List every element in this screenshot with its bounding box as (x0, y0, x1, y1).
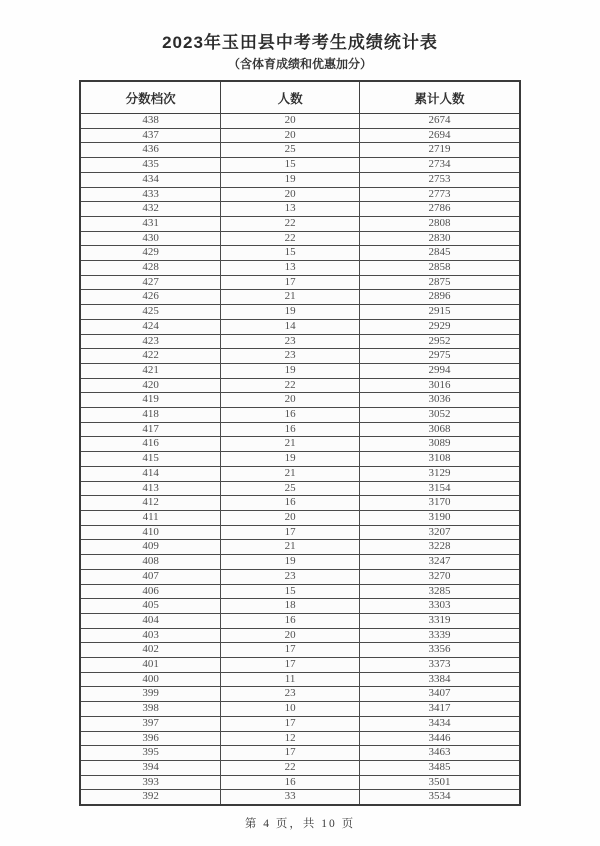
table-cell: 16 (221, 775, 360, 790)
table-cell: 21 (221, 466, 360, 481)
table-cell: 17 (221, 643, 360, 658)
table-cell: 22 (221, 378, 360, 393)
table-cell: 3190 (359, 510, 520, 525)
page-title: 2023年玉田县中考考生成绩统计表 (162, 33, 438, 52)
table-cell: 2786 (359, 202, 520, 217)
header-cumulative-count: 累计人数 (359, 81, 520, 114)
table-cell: 17 (221, 746, 360, 761)
table-row (80, 496, 520, 511)
table-cell: 402 (80, 643, 221, 658)
table-cell: 2845 (359, 246, 520, 261)
table-cell: 19 (221, 305, 360, 320)
table-cell: 2773 (359, 187, 520, 202)
table-cell: 20 (221, 393, 360, 408)
table-cell: 417 (80, 422, 221, 437)
table-cell: 395 (80, 746, 221, 761)
table-cell: 420 (80, 378, 221, 393)
table-cell: 17 (221, 716, 360, 731)
table-cell: 397 (80, 716, 221, 731)
table-cell: 10 (221, 702, 360, 717)
table-row (80, 731, 520, 746)
table-row (80, 319, 520, 334)
table-cell: 421 (80, 363, 221, 378)
table-row (80, 658, 520, 673)
table-header-row (80, 81, 520, 114)
table-cell: 409 (80, 540, 221, 555)
table-cell: 3285 (359, 584, 520, 599)
table-cell: 418 (80, 408, 221, 423)
table-cell: 3446 (359, 731, 520, 746)
table-row (80, 702, 520, 717)
table-cell: 401 (80, 658, 221, 673)
page-number: 第 4 页，共 10 页 (244, 818, 356, 831)
table-cell: 17 (221, 275, 360, 290)
table-cell: 20 (221, 628, 360, 643)
table-cell: 2875 (359, 275, 520, 290)
table-cell: 396 (80, 731, 221, 746)
table-cell: 17 (221, 658, 360, 673)
table-cell: 406 (80, 584, 221, 599)
table-cell: 400 (80, 672, 221, 687)
table-cell: 426 (80, 290, 221, 305)
table-row (80, 466, 520, 481)
table-row (80, 349, 520, 364)
table-cell: 3303 (359, 599, 520, 614)
table-row (80, 187, 520, 202)
table-cell: 3407 (359, 687, 520, 702)
table-cell: 429 (80, 246, 221, 261)
header-count: 人数 (221, 81, 360, 114)
table-cell: 19 (221, 363, 360, 378)
table-cell: 430 (80, 231, 221, 246)
table-row (80, 584, 520, 599)
table-cell: 405 (80, 599, 221, 614)
table-row (80, 275, 520, 290)
table-cell: 3068 (359, 422, 520, 437)
table-row (80, 114, 520, 129)
table-row (80, 231, 520, 246)
table-row (80, 628, 520, 643)
table-cell: 403 (80, 628, 221, 643)
table-cell: 2915 (359, 305, 520, 320)
table-cell: 398 (80, 702, 221, 717)
table-cell: 2929 (359, 319, 520, 334)
table-cell: 2858 (359, 261, 520, 276)
table-cell: 3036 (359, 393, 520, 408)
table-cell: 3417 (359, 702, 520, 717)
table-cell: 3108 (359, 452, 520, 467)
table-cell: 3170 (359, 496, 520, 511)
table-cell: 422 (80, 349, 221, 364)
table-body (80, 114, 520, 806)
table-cell: 399 (80, 687, 221, 702)
table-cell: 2808 (359, 216, 520, 231)
table-cell: 2975 (359, 349, 520, 364)
table-row (80, 569, 520, 584)
table-cell: 15 (221, 246, 360, 261)
table-row (80, 437, 520, 452)
table-cell: 3485 (359, 760, 520, 775)
table-row (80, 643, 520, 658)
table-row (80, 261, 520, 276)
table-cell: 2719 (359, 143, 520, 158)
table-cell: 20 (221, 114, 360, 129)
table-cell: 3270 (359, 569, 520, 584)
table-cell: 20 (221, 510, 360, 525)
table-cell: 2753 (359, 172, 520, 187)
table-cell: 392 (80, 790, 221, 805)
table-cell: 434 (80, 172, 221, 187)
table-cell: 23 (221, 687, 360, 702)
table-cell: 3228 (359, 540, 520, 555)
table-row (80, 452, 520, 467)
table-cell: 432 (80, 202, 221, 217)
table-cell: 22 (221, 231, 360, 246)
table-row (80, 202, 520, 217)
table-cell: 436 (80, 143, 221, 158)
table-cell: 413 (80, 481, 221, 496)
table-row (80, 790, 520, 805)
table-row (80, 305, 520, 320)
table-cell: 428 (80, 261, 221, 276)
table-row (80, 687, 520, 702)
table-row (80, 422, 520, 437)
table-cell: 431 (80, 216, 221, 231)
table-row (80, 525, 520, 540)
table-cell: 21 (221, 437, 360, 452)
table-cell: 3384 (359, 672, 520, 687)
table-cell: 2674 (359, 114, 520, 129)
table-row (80, 481, 520, 496)
table-cell: 404 (80, 613, 221, 628)
table-cell: 3089 (359, 437, 520, 452)
table-cell: 3207 (359, 525, 520, 540)
table-cell: 15 (221, 158, 360, 173)
table-cell: 419 (80, 393, 221, 408)
table-row (80, 393, 520, 408)
table-row (80, 172, 520, 187)
table-cell: 3052 (359, 408, 520, 423)
table-row (80, 555, 520, 570)
table-cell: 414 (80, 466, 221, 481)
table-cell: 16 (221, 422, 360, 437)
table-cell: 3247 (359, 555, 520, 570)
table-cell: 410 (80, 525, 221, 540)
table-cell: 393 (80, 775, 221, 790)
table-cell: 412 (80, 496, 221, 511)
table-row (80, 510, 520, 525)
table-row (80, 216, 520, 231)
table-row (80, 378, 520, 393)
table-cell: 16 (221, 496, 360, 511)
table-cell: 3154 (359, 481, 520, 496)
table-cell: 13 (221, 261, 360, 276)
table-cell: 2896 (359, 290, 520, 305)
table-cell: 407 (80, 569, 221, 584)
table-cell: 2734 (359, 158, 520, 173)
table-cell: 21 (221, 290, 360, 305)
table-cell: 3016 (359, 378, 520, 393)
table-cell: 3463 (359, 746, 520, 761)
table-cell: 17 (221, 525, 360, 540)
table-cell: 3534 (359, 790, 520, 805)
table-cell: 12 (221, 731, 360, 746)
table-cell: 3501 (359, 775, 520, 790)
table-cell: 424 (80, 319, 221, 334)
table-cell: 23 (221, 569, 360, 584)
table-cell: 3319 (359, 613, 520, 628)
table-cell: 16 (221, 408, 360, 423)
table-row (80, 143, 520, 158)
table-cell: 13 (221, 202, 360, 217)
table-cell: 23 (221, 349, 360, 364)
table-cell: 3434 (359, 716, 520, 731)
table-cell: 2952 (359, 334, 520, 349)
table-row (80, 408, 520, 423)
table-cell: 2694 (359, 128, 520, 143)
table-row (80, 746, 520, 761)
table-cell: 19 (221, 172, 360, 187)
table-row (80, 775, 520, 790)
table-cell: 25 (221, 481, 360, 496)
table-row (80, 672, 520, 687)
table-cell: 33 (221, 790, 360, 805)
table-cell: 20 (221, 187, 360, 202)
table-cell: 425 (80, 305, 221, 320)
table-cell: 2994 (359, 363, 520, 378)
table-cell: 21 (221, 540, 360, 555)
table-cell: 18 (221, 599, 360, 614)
table-cell: 19 (221, 452, 360, 467)
table-cell: 411 (80, 510, 221, 525)
table-cell: 415 (80, 452, 221, 467)
page-subtitle: （含体育成绩和优惠加分） (227, 57, 372, 71)
table-cell: 433 (80, 187, 221, 202)
table-cell: 438 (80, 114, 221, 129)
table-cell: 408 (80, 555, 221, 570)
table-cell: 16 (221, 613, 360, 628)
table-cell: 427 (80, 275, 221, 290)
table-row (80, 246, 520, 261)
table-row (80, 158, 520, 173)
table-cell: 11 (221, 672, 360, 687)
table-row (80, 716, 520, 731)
table-cell: 437 (80, 128, 221, 143)
table-cell: 435 (80, 158, 221, 173)
table-cell: 3129 (359, 466, 520, 481)
table-cell: 3356 (359, 643, 520, 658)
table-cell: 22 (221, 216, 360, 231)
table-cell: 25 (221, 143, 360, 158)
table-row (80, 128, 520, 143)
table-row (80, 613, 520, 628)
table-row (80, 540, 520, 555)
table-cell: 3339 (359, 628, 520, 643)
table-row (80, 363, 520, 378)
table-cell: 416 (80, 437, 221, 452)
table-row (80, 760, 520, 775)
table-cell: 22 (221, 760, 360, 775)
table-row (80, 290, 520, 305)
table-row (80, 599, 520, 614)
table-cell: 19 (221, 555, 360, 570)
table-cell: 2830 (359, 231, 520, 246)
table-cell: 20 (221, 128, 360, 143)
table-cell: 23 (221, 334, 360, 349)
table-cell: 14 (221, 319, 360, 334)
table-cell: 394 (80, 760, 221, 775)
table-row (80, 334, 520, 349)
header-score-range: 分数档次 (80, 81, 221, 114)
table-cell: 423 (80, 334, 221, 349)
table-cell: 15 (221, 584, 360, 599)
table-cell: 3373 (359, 658, 520, 673)
score-statistics-table (79, 80, 521, 806)
